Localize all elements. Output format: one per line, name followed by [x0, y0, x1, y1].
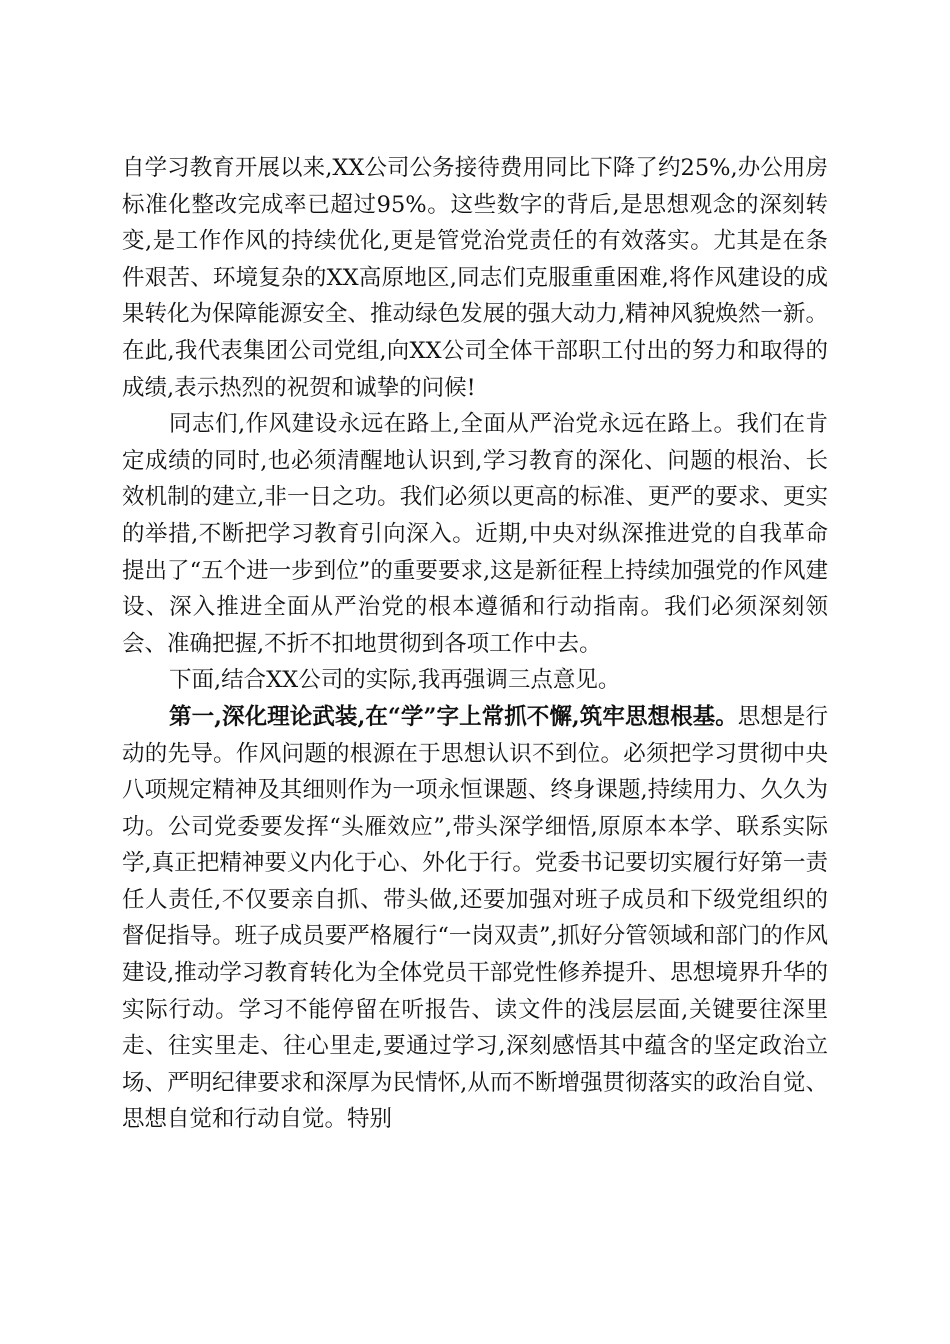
paragraph-4-text: 思想是行动的先导。作风问题的根源在于思想认识不到位。必须把学习贯彻中央八项规定精神及其细则作为一项永恒课题、终身课题,持续用力、久久为功。公司党委要发挥“头雁效应”,带头深学细悟,原原本本学、联系实际学,真正把精神要义内化于心、外化于行。党委书记要切实履行好第一责任人责任,不仅要亲自抓、带头做,还要加强对班子成员和下级党组织的督促指导。班子成员要严格履行“一岗双责”,抓好分管领域和部门的作风建设,推动学习教育转化为全体党员干部党性修养提升、思想境界升华的实际行动。学习不能停留在听报告、读文件的浅层层面,关键要往深里走、往实里走、往心里走,要通过学习,深刻感悟其中蕴含的坚定政治立场、严明纪律要求和深厚为民情怀,从而不断增强贯彻落实的政治自觉、思想自觉和行动自觉。特别 — [122, 703, 828, 1133]
paragraph-4 — [122, 699, 828, 1138]
paragraph-1-text: 自学习教育开展以来,XX公司公务接待费用同比下降了约25%,办公用房标准化整改完成率已超过95%。这些数字的背后,是思想观念的深刻转变,是工作作风的持续优化,更是管党治党责任的有效落实。尤其是在条件艰苦、环境复杂的XX高原地区,同志们克服重重困难,将作风建设的成果转化为保障能源安全、推动绿色发展的强大动力,精神风貌焕然一新。在此,我代表集团公司党组,向XX公司全体干部职工付出的努力和取得的成绩,表示热烈的祝贺和诚挚的问候! — [122, 155, 828, 401]
paragraph-3 — [122, 662, 828, 699]
paragraph-2 — [122, 406, 828, 662]
section-heading-first: 第一,深化理论武装,在“学”字上常抓不懈,筑牢思想根基。 — [169, 703, 738, 730]
paragraph-2-text: 同志们,作风建设永远在路上,全面从严治党永远在路上。我们在肯定成绩的同时,也必须清醒地认识到,学习教育的深化、问题的根治、长效机制的建立,非一日之功。我们必须以更高的标准、更严的要求、更实的举措,不断把学习教育引向深入。近期,中央对纵深推进党的自我革命提出了“五个进一步到位”的重要要求,这是新征程上持续加强党的作风建设、深入推进全面从严治党的根本遵循和行动指南。我们必须深刻领会、准确把握,不折不扣地贯彻到各项工作中去。 — [122, 411, 828, 657]
paragraph-1 — [122, 150, 828, 406]
document-body — [122, 150, 828, 1138]
paragraph-3-text: 下面,结合XX公司的实际,我再强调三点意见。 — [169, 667, 621, 694]
